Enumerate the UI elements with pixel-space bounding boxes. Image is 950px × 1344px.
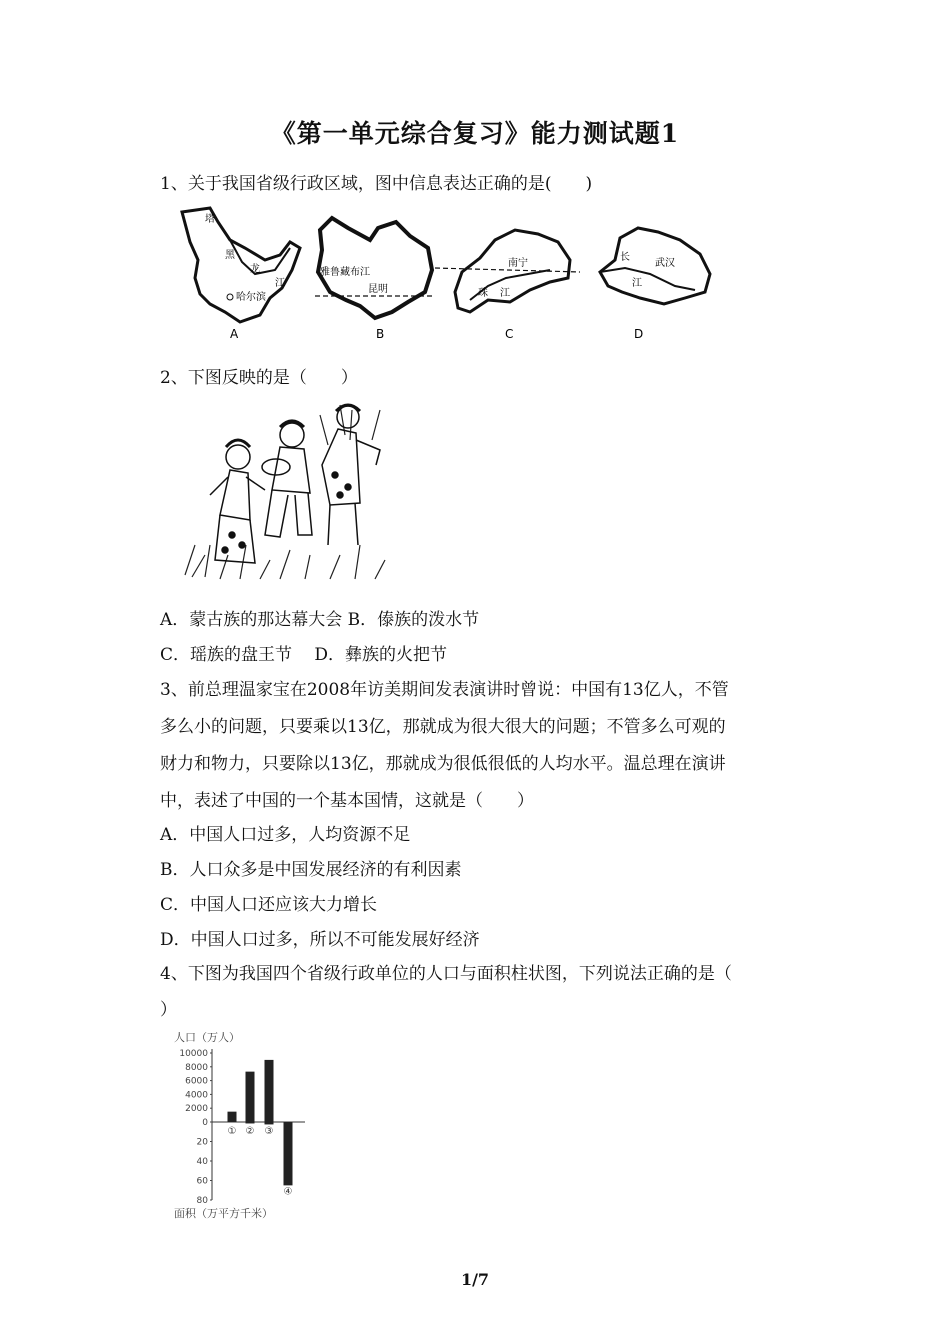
map-b-letter: B (376, 327, 385, 341)
map-c-label-1: 南宁 (508, 258, 528, 269)
chart-ylabel-bottom: 面积（万平方千米） (174, 1207, 273, 1220)
q4-line-1: 4、下图为我国四个省级行政单位的人口与面积柱状图，下列说法正确的是（ (160, 964, 732, 984)
q2-options-line-2: C．瑶族的盘王节 D．彝族的火把节 (160, 645, 448, 665)
area-tick-label: 40 (196, 1157, 208, 1167)
page-title: 《第一单元综合复习》能力测试题1 (270, 119, 680, 148)
map-b (315, 218, 432, 341)
category-label: ④ (283, 1186, 293, 1198)
map-a-label-2: 黑 (225, 250, 235, 261)
map-a-label-5: 哈尔滨 (236, 292, 266, 303)
area-bar (246, 1122, 255, 1123)
pop-tick-label: 8000 (185, 1062, 208, 1073)
map-b-label-1: 雅鲁藏布江 (320, 267, 370, 278)
map-c-label-3: 江 (500, 288, 510, 299)
category-label: ② (245, 1126, 255, 1137)
category-label: ③ (264, 1126, 274, 1137)
map-c (435, 230, 580, 341)
area-tick-label: 20 (196, 1137, 208, 1148)
pop-tick-label: 2000 (185, 1104, 208, 1115)
q2-options-line-1: A．蒙古族的那达幕大会 B．傣族的泼水节 (160, 610, 480, 630)
area-tick-label: 80 (196, 1196, 208, 1206)
q3-option-c: C．中国人口还应该大力增长 (160, 895, 378, 915)
page-number: 1/7 (460, 1270, 490, 1289)
chart-ylabel-top: 人口（万人） (174, 1031, 240, 1044)
q1-maps-figure (170, 200, 730, 345)
q3-line-4: 中，表述了中国的一个基本国情，这就是（ ） (160, 791, 534, 811)
area-tick-label: 60 (196, 1176, 208, 1187)
map-a-label-4: 江 (275, 278, 285, 289)
q3-option-a: A．中国人口过多，人均资源不足 (160, 825, 411, 845)
q1-stem: 1、关于我国省级行政区域，图中信息表达正确的是( ) (160, 174, 593, 194)
map-d-label-2: 武汉 (655, 258, 675, 269)
map-a-label-3: 龙 (250, 264, 260, 275)
map-a (182, 208, 300, 341)
population-bar (246, 1072, 255, 1122)
map-d-label-3: 江 (632, 278, 642, 289)
pop-tick-label: 6000 (185, 1076, 208, 1087)
q3-line-3: 财力和物力，只要除以13亿，那就成为很低很低的人均水平。温总理在演讲 (160, 754, 726, 774)
pop-tick-label: 0 (202, 1118, 208, 1128)
area-bar (265, 1122, 274, 1124)
q3-line-1: 3、前总理温家宝在2008年访美期间发表演讲时曾说：中国有13亿人，不管 (160, 680, 729, 700)
map-b-label-2: 昆明 (368, 284, 388, 295)
festival-illustration (180, 395, 395, 585)
q3-option-b: B．人口众多是中国发展经济的有利因素 (160, 860, 462, 880)
population-bar (228, 1112, 237, 1122)
q4-line-2: ） (160, 1000, 177, 1020)
population-bar (265, 1060, 274, 1122)
map-d (600, 228, 710, 341)
population-area-bar-chart (170, 1028, 350, 1223)
area-bar (284, 1122, 293, 1185)
q3-line-2: 多么小的问题，只要乘以13亿，那就成为很大很大的问题；不管多么可观的 (160, 717, 726, 737)
map-c-label-2: 珠 (478, 288, 488, 299)
q2-stem: 2、下图反映的是（ ） (160, 368, 358, 388)
map-a-label-1: 塔 (205, 214, 215, 225)
map-c-letter: C (505, 327, 514, 341)
q3-option-d: D．中国人口过多，所以不可能发展好经济 (160, 930, 480, 950)
map-d-letter: D (634, 327, 644, 341)
map-d-label-1: 长 (620, 252, 630, 263)
category-label: ① (227, 1126, 237, 1137)
pop-tick-label: 4000 (185, 1090, 208, 1101)
map-a-letter: A (230, 327, 239, 341)
pop-tick-label: 10000 (179, 1049, 208, 1059)
